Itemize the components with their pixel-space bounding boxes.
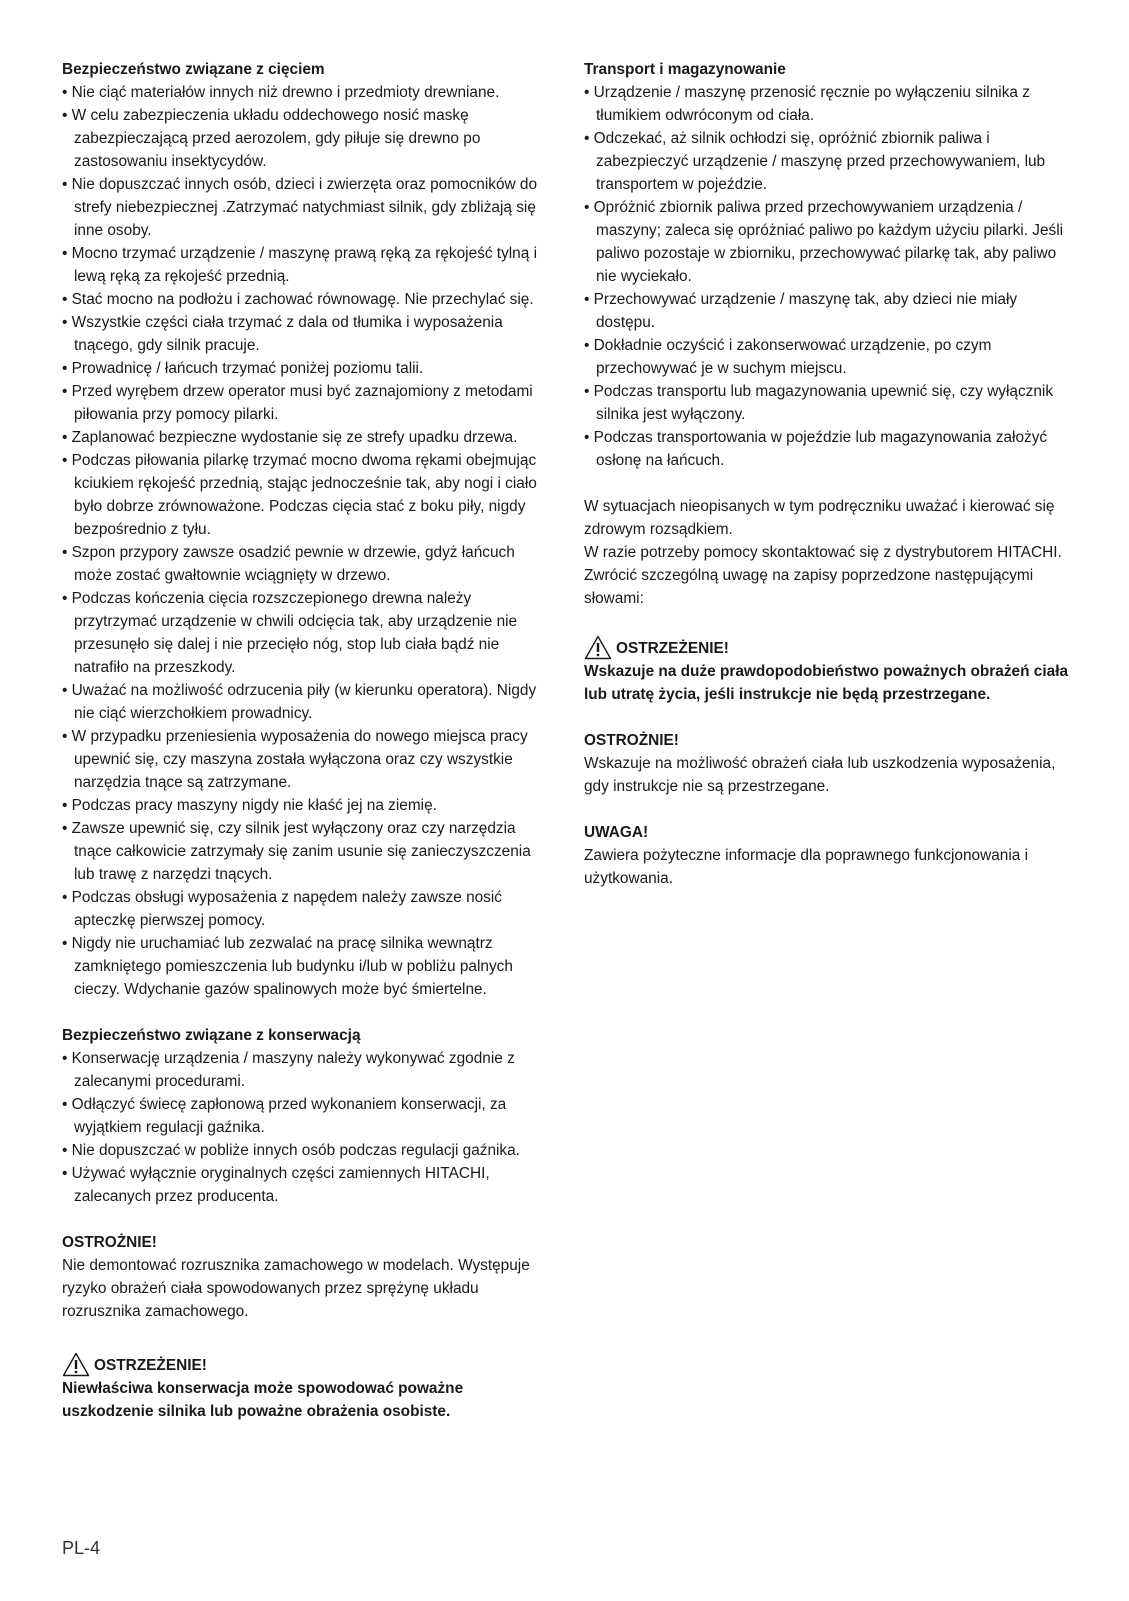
list-item: • Zawsze upewnić się, czy silnik jest wyłączony oraz czy narzędzia tnące całkowicie zatrzymały się zanim usunie się zanieczyszczenia lub trawę z narzędzi tnących. xyxy=(62,817,552,886)
list-item: • Stać mocno na podłożu i zachować równowagę. Nie przechylać się. xyxy=(62,288,552,311)
list-item: • Uważać na możliwość odrzucenia piły (w kierunku operatora). Nigdy nie ciąć wierzchołkiem prowadnicy. xyxy=(62,679,552,725)
list-item: • W przypadku przeniesienia wyposażenia do nowego miejsca pracy upewnić się, czy maszyna została wyłączona oraz czy wszystkie narzędzia tnące są zatrzymane. xyxy=(62,725,552,794)
list-item: • Nigdy nie uruchamiać lub zezwalać na pracę silnika wewnątrz zamkniętego pomieszczenia lub budynku i/lub w pobliżu palnych cieczy. Wdychanie gazów spalinowych może być śmiertelne. xyxy=(62,932,552,1001)
note-paragraph: W sytuacjach nieopisanych w tym podręczniku uważać i kierować się zdrowym rozsądkiem. xyxy=(584,498,1055,538)
list-item: • Podczas transportowania w pojeździe lub magazynowania założyć osłonę na łańcuch. xyxy=(584,426,1074,472)
cutting-safety-heading: Bezpieczeństwo związane z cięciem xyxy=(62,61,325,78)
list-item: • Zaplanować bezpieczne wydostanie się ze strefy upadku drzewa. xyxy=(62,426,552,449)
warning-text: Niewłaściwa konserwacja może spowodować poważne uszkodzenie silnika lub poważne obrażenia osobiste. xyxy=(62,1380,464,1420)
list-item: • Mocno trzymać urządzenie / maszynę prawą ręką za rękojeść tylną i lewą ręką za rękojeść przednią. xyxy=(62,242,552,288)
list-item: • Odczekać, aż silnik ochłodzi się, opróżnić zbiornik paliwa i zabezpieczyć urządzenie / maszynę przed przechowywaniem, lub transportem w pojeździe. xyxy=(584,127,1074,196)
transport-list xyxy=(584,81,1074,472)
warning-triangle-icon xyxy=(584,635,612,660)
list-item: • Opróżnić zbiornik paliwa przed przechowywaniem urządzenia / maszyny; zaleca się opróżniać paliwo po każdym użyciu pilarki. Jeśli paliwo pozostaje w zbiorniku, przechowywać pilarkę tak, aby paliwo nie wyciekało. xyxy=(584,196,1074,288)
list-item: • Podczas kończenia cięcia rozszczepionego drewna należy przytrzymać urządzenie w chwili odcięcia tak, aby urządzenie nie przesunęło się dalej i nie przecięło nóg, stop lub ciała bądź nie natrafiło na przeszkody. xyxy=(62,587,552,679)
cutting-safety-list xyxy=(62,81,552,1001)
left-column xyxy=(62,58,552,1423)
warning-title xyxy=(62,1352,552,1377)
right-column xyxy=(584,58,1074,890)
list-item: • Odłączyć świecę zapłonową przed wykonaniem konserwacji, za wyjątkiem regulacji gaźnika. xyxy=(62,1093,552,1139)
page-number: PL-4 xyxy=(62,1538,101,1558)
list-item: • Urządzenie / maszynę przenosić ręcznie po wyłączeniu silnika z tłumikiem odwróconym od ciała. xyxy=(584,81,1074,127)
maintenance-safety-list xyxy=(62,1047,552,1208)
list-item: • Konserwację urządzenia / maszyny należy wykonywać zgodnie z zalecanymi procedurami. xyxy=(62,1047,552,1093)
warning-title xyxy=(584,635,1074,660)
list-item: • Wszystkie części ciała trzymać z dala od tłumika i wyposażenia tnącego, gdy silnik pracuje. xyxy=(62,311,552,357)
note-text: Zawiera pożyteczne informacje dla poprawnego funkcjonowania i użytkowania. xyxy=(584,847,1029,887)
caution-text: Wskazuje na możliwość obrażeń ciała lub uszkodzenia wyposażenia, gdy instrukcje nie są przestrzegane. xyxy=(584,755,1056,795)
list-item: • Prowadnicę / łańcuch trzymać poniżej poziomu talii. xyxy=(62,357,552,380)
list-item: • Przechowywać urządzenie / maszynę tak, aby dzieci nie miały dostępu. xyxy=(584,288,1074,334)
list-item: • W celu zabezpieczenia układu oddechowego nosić maskę zabezpieczającą przed aerozolem, gdy piłuje się drewno po zastosowaniu insektycydów. xyxy=(62,104,552,173)
list-item: • Nie ciąć materiałów innych niż drewno i przedmioty drewniane. xyxy=(62,81,552,104)
list-item: • Szpon przypory zawsze osadzić pewnie w drzewie, gdyż łańcuch może zostać gwałtownie wciągnięty w drzewo. xyxy=(62,541,552,587)
list-item: • Nie dopuszczać w pobliże innych osób podczas regulacji gaźnika. xyxy=(62,1139,552,1162)
list-item: • Podczas piłowania pilarkę trzymać mocno dwoma rękami obejmując kciukiem rękojeść przednią, stając jednocześnie tak, aby nogi i ciało było dobrze zrównoważone. Podczas cięcia stać z boku piły, nigdy bezpośrednio z tyłu. xyxy=(62,449,552,541)
caution-title: OSTROŻNIE! xyxy=(62,1234,157,1251)
list-item: • Dokładnie oczyścić i zakonserwować urządzenie, po czym przechowywać je w suchym miejscu. xyxy=(584,334,1074,380)
note-paragraph: W razie potrzeby pomocy skontaktować się z dystrybutorem HITACHI. xyxy=(584,544,1062,561)
list-item: • Podczas transportu lub magazynowania upewnić się, czy wyłącznik silnika jest wyłączony. xyxy=(584,380,1074,426)
transport-heading: Transport i magazynowanie xyxy=(584,61,786,78)
warning-title-text: OSTRZEŻENIE! xyxy=(616,640,729,657)
maintenance-safety-heading: Bezpieczeństwo związane z konserwacją xyxy=(62,1027,361,1044)
note-paragraph: Zwrócić szczególną uwagę na zapisy poprzedzone następującymi słowami: xyxy=(584,567,1034,607)
note-title: UWAGA! xyxy=(584,824,649,841)
list-item: • Używać wyłącznie oryginalnych części zamiennych HITACHI, zalecanych przez producenta. xyxy=(62,1162,552,1208)
list-item: • Nie dopuszczać innych osób, dzieci i zwierzęta oraz pomocników do strefy niebezpiecznej .Zatrzymać natychmiast silnik, gdy zbliżają się inne osoby. xyxy=(62,173,552,242)
warning-text: Wskazuje na duże prawdopodobieństwo poważnych obrażeń ciała lub utratę życia, jeśli instrukcje nie będą przestrzegane. xyxy=(584,663,1069,703)
caution-text: Nie demontować rozrusznika zamachowego w modelach. Występuje ryzyko obrażeń ciała spowodowanych przez sprężynę układu rozrusznika zamachowego. xyxy=(62,1257,530,1320)
warning-triangle-icon xyxy=(62,1352,90,1377)
list-item: • Podczas obsługi wyposażenia z napędem należy zawsze nosić apteczkę pierwszej pomocy. xyxy=(62,886,552,932)
warning-title-text: OSTRZEŻENIE! xyxy=(94,1357,207,1374)
list-item: • Podczas pracy maszyny nigdy nie kłaść jej na ziemię. xyxy=(62,794,552,817)
list-item: • Przed wyrębem drzew operator musi być zaznajomiony z metodami piłowania przy pomocy pilarki. xyxy=(62,380,552,426)
caution-title: OSTROŻNIE! xyxy=(584,732,679,749)
